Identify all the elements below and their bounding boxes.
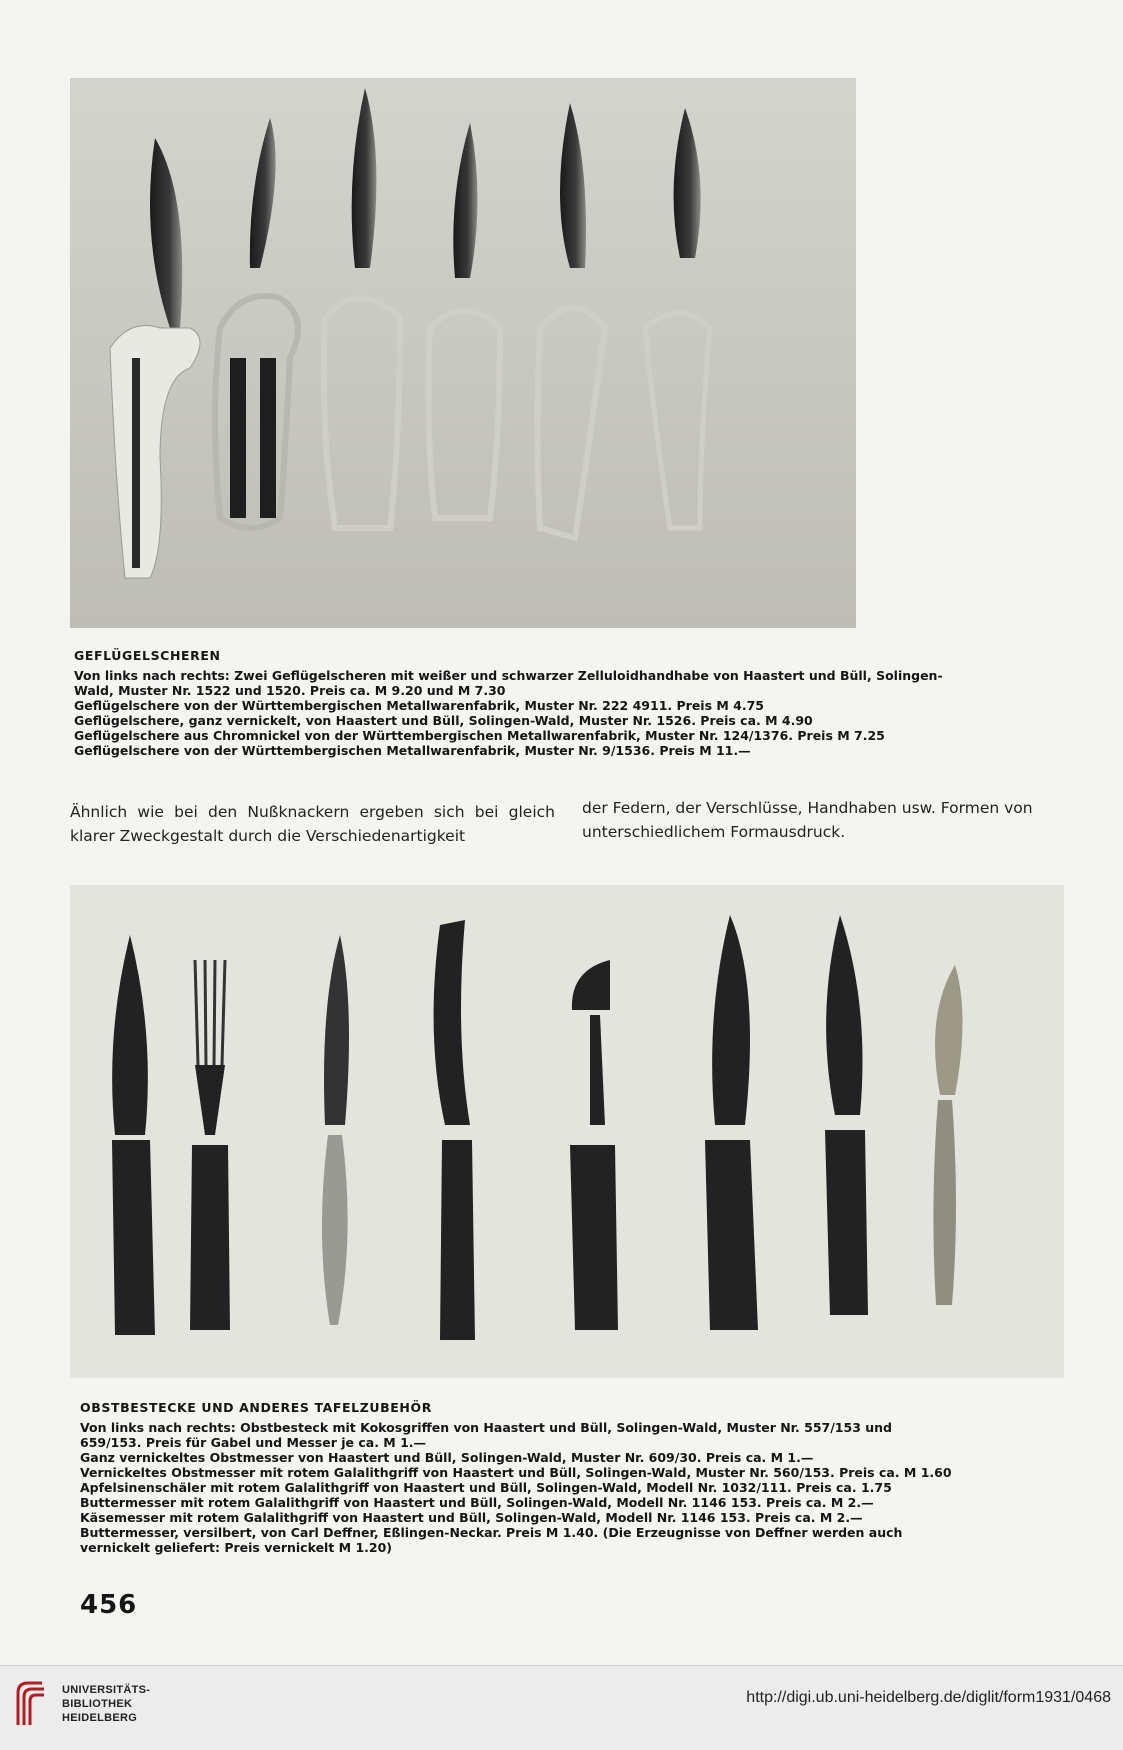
caption-line: vernickelt geliefert: Preis vernickelt M 1.20) [80,1540,393,1555]
fruit-cutlery-illustration [70,885,1064,1378]
caption-line: Von links nach rechts: Zwei Geflügelscheren mit weißer und schwarzer Zelluloidhandhabe von Haastert und Büll, Solingen- [74,668,943,683]
caption-line: Vernickeltes Obstmesser mit rotem Galalithgriff von Haastert und Büll, Solingen-Wald, Muster Nr. 560/153. Preis ca. M 1.60 [80,1465,952,1480]
caption-line: Geflügelschere, ganz vernickelt, von Haastert und Büll, Solingen-Wald, Muster Nr. 1526. Preis ca. M 4.90 [74,713,813,728]
university-library-logo-icon[interactable] [14,1679,48,1729]
poultry-shears-photo [70,78,856,628]
library-name-line: UNIVERSITÄTS- [62,1684,151,1696]
caption-line: Von links nach rechts: Obstbesteck mit Kokosgriffen von Haastert und Büll, Solingen-Wald, Muster Nr. 557/153 und [80,1420,892,1435]
section1-title: GEFLÜGELSCHEREN [74,648,221,663]
caption-line: Buttermesser mit rotem Galalithgriff von Haastert und Büll, Solingen-Wald, Modell Nr. 1146 153. Preis ca. M 2.— [80,1495,874,1510]
body-text-right: der Federn, der Verschlüsse, Handhaben usw. Formen von unterschiedlichem Formausdruck. [582,799,1033,841]
source-url-link[interactable]: http://digi.ub.uni-heidelberg.de/diglit/form1931/0468 [746,1689,1111,1706]
caption-line: Ganz vernickeltes Obstmesser von Haastert und Büll, Solingen-Wald, Muster Nr. 609/30. Preis ca. M 1.— [80,1450,814,1465]
caption-line: Geflügelschere von der Württembergischen Metallwarenfabrik, Muster Nr. 222 4911. Preis M 4.75 [74,698,765,713]
library-name-line: BIBLIOTHEK [62,1698,133,1710]
caption-line: Geflügelschere aus Chromnickel von der Württembergischen Metallwarenfabrik, Muster Nr. 124/1376. Preis M 7.25 [74,728,885,743]
caption-line: Wald, Muster Nr. 1522 und 1520. Preis ca. M 9.20 und M 7.30 [74,683,506,698]
library-name[interactable] [62,1683,150,1725]
poultry-shears-illustration [70,78,856,628]
section2-title: OBSTBESTECKE UND ANDERES TAFELZUBEHÖR [80,1400,432,1415]
caption-line: Käsemesser mit rotem Galalithgriff von Haastert und Büll, Solingen-Wald, Modell Nr. 1146 153. Preis ca. M 2.— [80,1510,863,1525]
footer-bar [0,1665,1123,1750]
body-text-left: Ähnlich wie bei den Nußknackern ergeben sich bei gleich klarer Zweckgestalt durch die Verschiedenartigkeit [70,803,555,845]
caption-line: Geflügelschere von der Württembergischen Metallwarenfabrik, Muster Nr. 9/1536. Preis M 11.— [74,743,751,758]
fruit-cutlery-photo [70,885,1064,1378]
caption-line: 659/153. Preis für Gabel und Messer je ca. M 1.— [80,1435,427,1450]
library-name-line: HEIDELBERG [62,1712,138,1724]
caption-line: Buttermesser, versilbert, von Carl Deffner, Eßlingen-Neckar. Preis M 1.40. (Die Erzeugnisse von Deffner werden auch [80,1525,903,1540]
caption-line: Apfelsinenschäler mit rotem Galalithgriff von Haastert und Büll, Solingen-Wald, Modell Nr. 1032/111. Preis ca. 1.75 [80,1480,892,1495]
page-number: 456 [80,1590,138,1620]
